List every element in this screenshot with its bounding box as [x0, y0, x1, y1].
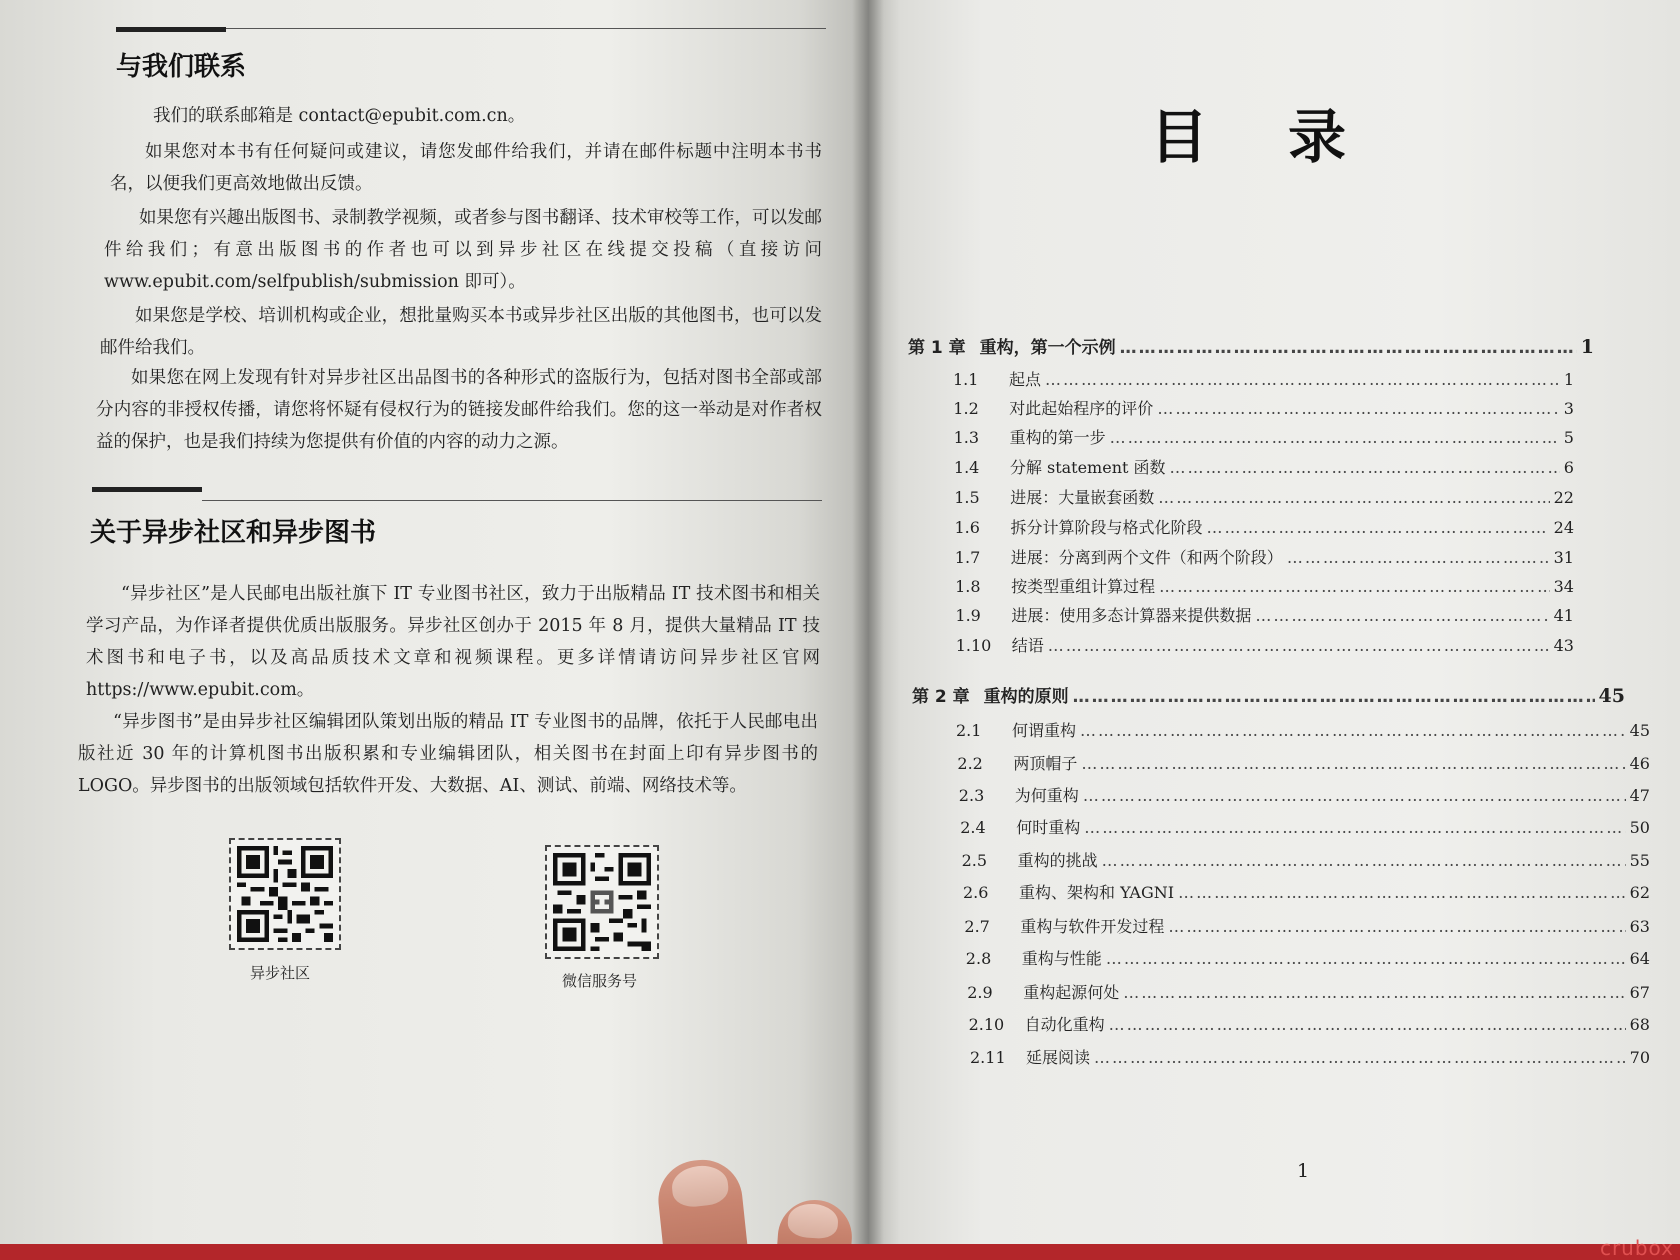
contact-section-title: 与我们联系 [116, 52, 247, 82]
toc-leader-dots [1080, 721, 1626, 740]
toc-section-row [959, 783, 1650, 806]
toc-section-row [963, 880, 1650, 903]
toc-page-number: 47 [1629, 786, 1650, 805]
book-gutter [852, 0, 884, 1260]
toc-page-number: 45 [1598, 685, 1625, 707]
toc-section-number: 1.9 [955, 606, 981, 625]
toc-chapter-row [908, 333, 1594, 358]
qr-code-icon [229, 838, 341, 950]
toc-chapter-label: 第 1 章 [908, 338, 966, 358]
toc-page-number: 70 [1629, 1048, 1650, 1067]
toc-page-number: 6 [1563, 458, 1574, 477]
toc-section-row [953, 396, 1574, 419]
toc-page-number: 64 [1629, 949, 1650, 968]
about-section-title: 关于异步社区和异步图书 [90, 518, 377, 548]
toc-leader-dots [1073, 687, 1595, 707]
toc-section-number: 2.4 [960, 818, 986, 837]
toc-page-number: 34 [1553, 577, 1574, 596]
toc-section-number: 2.3 [958, 786, 985, 805]
toc-section-title: 何时重构 [1016, 818, 1081, 837]
toc-section-row [962, 848, 1650, 871]
toc-section-row [953, 367, 1574, 390]
toc-section-number: 1.8 [955, 577, 981, 596]
toc-leader-dots [1157, 399, 1559, 418]
toc-page-number: 31 [1553, 548, 1574, 567]
book-cover-edge [0, 1244, 1680, 1260]
toc-leader-dots [1207, 518, 1550, 537]
toc-section-title: 重构的挑战 [1017, 851, 1098, 870]
page-number: 1 [1297, 1160, 1310, 1182]
toc-leader-dots [1083, 786, 1626, 805]
toc-section-row [970, 1045, 1650, 1068]
toc-section-number: 1.1 [953, 370, 979, 389]
toc-leader-dots [1120, 338, 1577, 358]
toc-section-title: 为何重构 [1014, 786, 1079, 805]
toc-page-number: 41 [1553, 606, 1574, 625]
toc-section-number: 1.2 [953, 399, 979, 418]
qr-code-icon [545, 845, 659, 959]
toc-section-title: 重构、架构和 YAGNI [1019, 883, 1175, 902]
toc-section-title: 自动化重构 [1024, 1015, 1105, 1034]
toc-chapter-label: 第 2 章 [912, 687, 970, 707]
toc-leader-dots [1123, 983, 1625, 1002]
toc-page-number: 46 [1629, 754, 1650, 773]
contact-paragraph: 我们的联系邮箱是 contact@epubit.com.cn。 [153, 106, 526, 126]
toc-leader-dots [1255, 606, 1549, 625]
toc-section-number: 1.5 [954, 488, 980, 507]
toc-section-number: 1.7 [954, 548, 981, 567]
toc-section-number: 2.6 [963, 883, 989, 902]
toc-section-number: 2.2 [957, 754, 983, 773]
toc-section-number: 2.7 [964, 917, 990, 936]
toc-leader-dots [1102, 851, 1626, 870]
toc-leader-dots [1045, 370, 1560, 389]
contact-paragraph: 如果您是学校、培训机构或企业，想批量购买本书或异步社区出版的其他图书，也可以发邮件给我们。 [100, 306, 822, 358]
toc-section-number: 2.1 [956, 721, 982, 740]
about-paragraph: “异步社区”是人民邮电出版社旗下 IT 专业图书社区，致力于出版精品 IT 技术图书和相关学习产品，为作译者提供优质出版服务。异步社区创办于 2015 年 8 月，提供大量精品 IT 技术图书和电子书，以及高品质技术文章和视频课程。更多详情请访问异步社区官网 https://www.epubit.com。 [86, 584, 820, 700]
toc-leader-dots [1048, 636, 1550, 655]
toc-leader-dots [1158, 488, 1549, 507]
toc-section-number: 1.3 [953, 428, 980, 447]
toc-section-row [957, 751, 1650, 774]
toc-page-number: 45 [1629, 721, 1650, 740]
toc-leader-dots [1084, 818, 1625, 837]
toc-page-number: 55 [1629, 851, 1650, 870]
section-rule [202, 500, 822, 501]
toc-leader-dots [1178, 883, 1626, 902]
toc-section-number: 2.5 [961, 851, 988, 870]
toc-section-title: 重构与性能 [1021, 949, 1102, 968]
toc-section-number: 1.6 [954, 518, 980, 537]
section-rule [92, 487, 202, 492]
toc-section-row [964, 914, 1650, 937]
toc-leader-dots [1170, 458, 1560, 477]
qr-label-wechat: 微信服务号 [562, 972, 638, 990]
toc-page-number: 1 [1580, 336, 1594, 358]
toc-section-title: 重构的第一步 [1009, 428, 1106, 447]
toc-leader-dots [1159, 577, 1550, 596]
toc-chapter-title: 重构，第一个示例 [979, 338, 1116, 358]
toc-leader-dots [1109, 1015, 1626, 1034]
toc-section-title: 进展：分离到两个文件（和两个阶段） [1010, 548, 1283, 567]
toc-page-number: 5 [1563, 428, 1574, 447]
toc-section-title: 对此起始程序的评价 [1009, 399, 1154, 418]
toc-section-title: 进展：使用多态计算器来提供数据 [1011, 606, 1252, 625]
toc-section-number: 2.10 [968, 1015, 1005, 1034]
toc-section-row [967, 980, 1650, 1003]
toc-section-number: 2.9 [967, 983, 993, 1002]
toc-section-number: 1.10 [955, 636, 992, 655]
toc-section-title: 进展：大量嵌套函数 [1010, 488, 1155, 507]
toc-section-title: 重构起源何处 [1023, 983, 1120, 1002]
contact-paragraph: 如果您对本书有任何疑问或建议，请您发邮件给我们，并请在邮件标题中注明本书书名，以便我们更高效地做出反馈。 [110, 142, 822, 194]
toc-section-number: 2.11 [970, 1048, 1006, 1067]
toc-section-title: 分解 statement 函数 [1009, 458, 1166, 477]
toc-page-number: 68 [1629, 1015, 1650, 1034]
toc-section-row [955, 545, 1574, 568]
toc-page-number: 50 [1629, 818, 1650, 837]
toc-section-row [954, 425, 1574, 448]
section-rule [226, 28, 826, 29]
toc-section-row [954, 485, 1574, 508]
toc-section-row [955, 603, 1574, 626]
toc-section-row [955, 515, 1575, 538]
toc-section-row [956, 633, 1574, 656]
toc-section-row [969, 1012, 1650, 1035]
toc-section-row [956, 718, 1650, 741]
toc-chapter-row [912, 682, 1625, 707]
toc-section-title: 起点 [1009, 370, 1042, 389]
toc-section-title: 按类型重组计算过程 [1011, 577, 1156, 596]
toc-page-number: 62 [1629, 883, 1650, 902]
right-page [868, 0, 1680, 1260]
contact-paragraph: 如果您在网上发现有针对异步社区出品图书的各种形式的盗版行为，包括对图书全部或部分内容的非授权传播，请您将怀疑有侵权行为的链接发邮件给我们。您的这一举动是对作者权益的保护，也是我们持续为您提供有价值的内容的动力之源。 [96, 368, 822, 452]
about-paragraph: “异步图书”是由异步社区编辑团队策划出版的精品 IT 专业图书的品牌，依托于人民邮电出版社近 30 年的计算机图书出版积累和专业编辑团队，相关图书在封面上印有异步图书的 LOGO。异步图书的出版领域包括软件开发、大数据、AI、测试、前端、网络技术等。 [78, 712, 818, 796]
toc-title: 目录 [1150, 103, 1427, 171]
toc-section-number: 2.8 [965, 949, 992, 968]
toc-leader-dots [1094, 1048, 1626, 1067]
toc-section-title: 结语 [1011, 636, 1044, 655]
toc-section-title: 何谓重构 [1012, 721, 1077, 740]
toc-page-number: 24 [1553, 518, 1574, 537]
qr-label-community: 异步社区 [250, 964, 311, 982]
toc-page-number: 43 [1553, 636, 1574, 655]
toc-chapter-title: 重构的原则 [983, 687, 1069, 707]
toc-section-title: 延展阅读 [1026, 1048, 1091, 1067]
toc-page-number: 63 [1629, 917, 1650, 936]
toc-page-number: 3 [1563, 399, 1574, 418]
toc-leader-dots [1168, 917, 1625, 936]
watermark: crubox [1599, 1236, 1674, 1260]
toc-page-number: 1 [1563, 370, 1574, 389]
toc-section-row [955, 574, 1574, 597]
toc-page-number: 22 [1553, 488, 1574, 507]
toc-section-number: 1.4 [953, 458, 980, 477]
toc-leader-dots [1106, 949, 1626, 968]
section-rule [116, 27, 226, 32]
toc-section-title: 拆分计算阶段与格式化阶段 [1010, 518, 1203, 537]
toc-page-number: 67 [1629, 983, 1650, 1002]
toc-leader-dots [1287, 548, 1550, 567]
toc-leader-dots [1081, 754, 1625, 773]
toc-section-title: 重构与软件开发过程 [1020, 917, 1165, 936]
toc-section-row [960, 815, 1650, 838]
toc-section-title: 两顶帽子 [1013, 754, 1078, 773]
toc-section-row [954, 455, 1574, 478]
contact-paragraph: 如果您有兴趣出版图书、录制教学视频，或者参与图书翻译、技术审校等工作，可以发邮件给我们；有意出版图书的作者也可以到异步社区在线提交投稿（直接访问 www.epubit.com/selfpublish/submission 即可）。 [104, 208, 822, 292]
toc-section-row [966, 946, 1650, 969]
toc-leader-dots [1110, 428, 1560, 447]
